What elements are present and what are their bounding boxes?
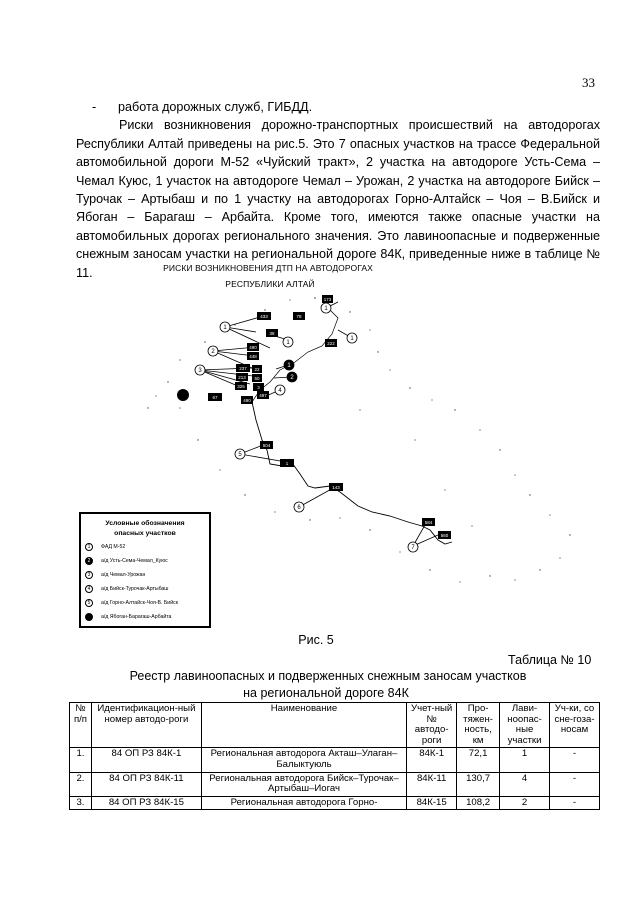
svg-text:4: 4: [278, 388, 282, 394]
map-markers: [177, 303, 418, 552]
cell-avalanche: 4: [500, 772, 550, 796]
svg-text:448: 448: [249, 354, 257, 359]
svg-text:213: 213: [238, 375, 246, 380]
cell-avalanche: 1: [500, 748, 550, 772]
bullet-dash: -: [92, 100, 97, 114]
svg-text:22: 22: [254, 367, 260, 372]
cell-id: 84 ОП РЗ 84К-1: [91, 748, 201, 772]
svg-text:7: 7: [411, 545, 415, 551]
svg-text:222: 222: [327, 341, 335, 346]
svg-text:490: 490: [243, 398, 251, 403]
legend-title: Условные обозначения: [105, 520, 185, 527]
svg-text:1: 1: [287, 363, 291, 369]
page-number: 33: [582, 75, 595, 90]
table-label: Таблица № 10: [508, 653, 592, 667]
cell-length: 108,2: [457, 796, 500, 810]
bullet-item: [76, 98, 600, 116]
cell-length: 72,1: [457, 748, 500, 772]
cell-name: Региональная автодорога Горно-: [201, 796, 406, 810]
cell-id: 84 ОП РЗ 84К-15: [91, 796, 201, 810]
legend-item: а/д Ябоган-Барагаш-Арбайта: [85, 612, 171, 622]
header-num: № п/п: [70, 703, 92, 748]
svg-text:3: 3: [198, 368, 202, 374]
figure-caption: Рис. 5: [298, 633, 334, 647]
svg-text:2: 2: [290, 375, 294, 381]
map-boxes: [208, 295, 451, 539]
svg-text:497: 497: [259, 393, 267, 398]
table-header-row: [70, 703, 600, 748]
svg-text:6: 6: [297, 505, 301, 511]
svg-text:2: 2: [211, 349, 215, 355]
svg-text:584: 584: [424, 520, 433, 525]
cell-snow: -: [550, 772, 600, 796]
svg-text:67: 67: [212, 395, 218, 400]
register-table: [69, 702, 600, 810]
cell-snow: -: [550, 796, 600, 810]
svg-text:1: 1: [223, 325, 227, 331]
svg-text:504: 504: [262, 443, 271, 448]
cell-length: 130,7: [457, 772, 500, 796]
cell-name: Региональная автодорога Акташ–Улаган–Балыктуюль: [201, 748, 406, 772]
svg-text:38: 38: [269, 331, 275, 336]
svg-text:325: 325: [237, 384, 245, 389]
svg-text:1: 1: [285, 461, 289, 466]
svg-text:5: 5: [238, 452, 242, 458]
header-avalanche: Лави-ноопас-ные участки: [500, 703, 550, 748]
svg-text:433: 433: [260, 314, 268, 319]
table-row: [70, 772, 600, 796]
cell-num: 2.: [70, 772, 92, 796]
figure-title-line2: РЕСПУБЛИКИ АЛТАЙ: [225, 279, 315, 289]
figure-title-line1: РИСКИ ВОЗНИКНОВЕНИЯ ДТП НА АВТОДОРОГАХ: [163, 263, 373, 273]
legend-subtitle: опасных участков: [114, 530, 176, 537]
legend-item: 3 а/д Чемал-Урожан: [85, 570, 145, 580]
cell-reg: 84К-11: [407, 772, 457, 796]
header-length: Про-тяжен-ность, км: [457, 703, 500, 748]
svg-text:143: 143: [332, 485, 340, 490]
legend-item: 2 а/д Усть-Сема-Чемал_Куюс: [85, 556, 168, 566]
svg-text:490: 490: [249, 345, 257, 350]
svg-text:3: 3: [257, 385, 260, 390]
svg-text:173: 173: [323, 297, 332, 302]
svg-text:1: 1: [286, 340, 290, 346]
body-text: [76, 98, 600, 282]
cell-reg: 84К-15: [407, 796, 457, 810]
svg-text:1: 1: [324, 306, 328, 312]
cell-id: 84 ОП РЗ 84К-11: [91, 772, 201, 796]
cell-num: 1.: [70, 748, 92, 772]
svg-text:50: 50: [254, 376, 260, 381]
svg-text:78: 78: [296, 314, 302, 319]
cell-reg: 84К-1: [407, 748, 457, 772]
map-legend: [79, 512, 211, 628]
table-row: [70, 748, 600, 772]
legend-item: 1 ФАД М-52: [85, 542, 125, 552]
table-title-line1: Реестр лавиноопасных и подверженных снежным заносам участков: [129, 669, 527, 683]
svg-text:1: 1: [350, 336, 354, 342]
header-id: Идентификацион-ный номер автодо-роги: [91, 703, 201, 748]
cell-avalanche: 2: [500, 796, 550, 810]
cell-snow: -: [550, 748, 600, 772]
svg-text:560: 560: [440, 533, 449, 538]
legend-item: 5 а/д Горно-Алтайск-Чоя-В. Бийск: [85, 598, 178, 608]
bullet-text: работа дорожных служб, ГИБДД.: [118, 100, 313, 114]
table-row: [70, 796, 600, 810]
svg-text:237: 237: [239, 366, 247, 371]
cell-num: 3.: [70, 796, 92, 810]
header-snow: Уч-ки, со сне-гоза-носам: [550, 703, 600, 748]
cell-name: Региональная автодорога Бийск–Турочак–Артыбаш–Иогач: [201, 772, 406, 796]
main-paragraph: Риски возникновения дорожно-транспортных происшествий на автодорогах Республики Алтай приведены на рис.5. Это 7 опасных участков на трассе Федеральной автомобильной дороги М-52 «Чуйский тракт», 2 участка на автодороге Усть-Сема – Чемал Куюс, 1 участок на автодороге Чемал – Урожан, 2 участка на автодороге Бийск – Турочак – Артыбаш и по 1 участку на автодорогах Горно-Алтайск – Чоя – В.Бийск и Ябоган – Барагаш – Арбайта. Кроме того, имеются также опасные участки на автомобильных дорогах регионального значения. Это лавиноопасные и подверженные снежным заносам участки на региональной дороге 84К, приведенные ниже в таблице № 11.: [76, 118, 600, 280]
header-reg: Учет-ный № автодо-роги: [407, 703, 457, 748]
legend-item: 4 а/д Бийск-Турочак-Артыбаш: [85, 584, 168, 594]
table-title-line2: на региональной дороге 84К: [243, 686, 409, 700]
header-name: Наименование: [201, 703, 406, 748]
